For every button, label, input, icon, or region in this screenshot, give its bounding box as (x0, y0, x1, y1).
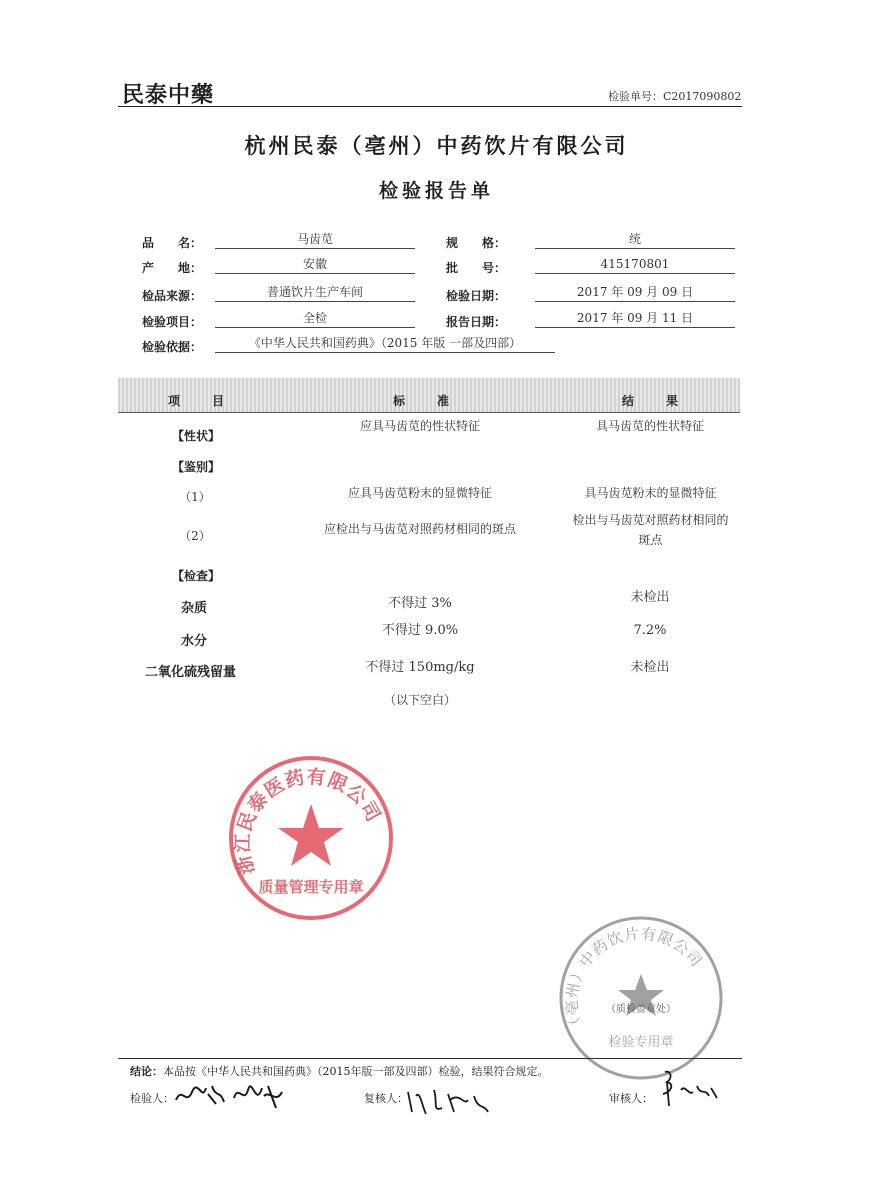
reviewer-label: 复核人： (364, 1092, 408, 1105)
ident1-standard: 应具马齿苋粉末的显微特征 (347, 486, 492, 500)
ident2-result-line1: 检出与马齿苋对照药材相同的 (572, 513, 729, 527)
product-value: 马齿苋 (215, 230, 415, 249)
conclusion-text: 本品按《中华人民共和国药典》（2015年版一部及四部）检验，结果符合规定。 (163, 1065, 549, 1078)
moisture-result: 7.2% (633, 623, 667, 638)
section-checks: 【检查】 (172, 569, 221, 583)
ident2-standard: 应检出与马齿苋对照药材相同的斑点 (323, 522, 516, 536)
red-seal-top-text: 浙江民泰医药有限公司 (231, 765, 385, 878)
gray-seal-center-text: （质检盖章处） (606, 1004, 676, 1015)
column-header-result: 结 果 (622, 394, 689, 408)
so2-label: 二氧化硫残留量 (145, 665, 237, 680)
header-divider (118, 106, 742, 107)
brand-logo: 民泰中藥 (122, 82, 215, 108)
conclusion-divider (118, 1058, 742, 1059)
gray-seal-bottom-text: 检验专用章 (608, 1035, 674, 1050)
so2-result: 未检出 (630, 660, 670, 675)
impurity-standard: 不得过 3% (388, 596, 452, 611)
traits-standard: 应具马齿苋的性状特征 (359, 419, 480, 433)
source-label: 检品来源： (142, 289, 203, 303)
impurity-label: 杂质 (181, 601, 208, 616)
reviewer-signature (404, 1082, 494, 1122)
inspector-signature (172, 1078, 292, 1114)
gray-seal-top-text: （亳州）中药饮片有限公司 (562, 924, 706, 1035)
quality-management-red-seal (225, 752, 397, 924)
inspect-date-value: 2017 年 09 月 09 日 (535, 283, 735, 302)
red-seal-star-icon (278, 804, 344, 866)
section-identification: 【鉴别】 (172, 460, 221, 474)
approver-label: 审核人： (609, 1092, 653, 1105)
report-title: 检验报告单 (378, 180, 494, 202)
section-traits: 【性状】 (172, 429, 221, 443)
batch-label: 批 号： (446, 261, 507, 275)
so2-standard: 不得过 150mg/kg (365, 660, 475, 675)
inspector-label: 检验人： (130, 1092, 174, 1105)
basis-label: 检验依据： (142, 340, 203, 354)
impurity-result: 未检出 (630, 590, 670, 605)
batch-value: 415170801 (535, 255, 735, 274)
moisture-standard: 不得过 9.0% (381, 623, 459, 638)
spec-value: 统 (535, 230, 735, 249)
ident1-result: 具马齿苋粉末的显微特征 (584, 486, 717, 500)
conclusion-label: 结论： (130, 1065, 163, 1078)
red-seal-bottom-text: 质量管理专用章 (258, 878, 364, 896)
company-name: 杭州民泰（亳州）中药饮片有限公司 (244, 133, 629, 158)
item-label: 检验项目： (142, 315, 203, 329)
ident1-label: （1） (179, 490, 211, 504)
product-label: 品 名： (142, 236, 203, 250)
ident2-label: （2） (179, 529, 211, 543)
report-date-value: 2017 年 09 月 11 日 (535, 309, 735, 328)
spec-label: 规 格： (446, 236, 507, 250)
item-value: 全检 (215, 309, 415, 328)
basis-value: 《中华人民共和国药典》（2015 年版 一部及四部） (215, 334, 555, 353)
origin-label: 产 地： (142, 261, 203, 275)
moisture-label: 水分 (181, 634, 208, 649)
document-number: 检验单号：C2017090802 (608, 90, 742, 103)
column-header-item: 项 目 (168, 394, 235, 408)
ident2-result-line2: 斑点 (638, 533, 663, 547)
origin-value: 安徽 (215, 255, 415, 274)
conclusion (130, 1063, 549, 1079)
inspect-date-label: 检验日期： (446, 289, 507, 303)
approver-signature (645, 1066, 725, 1110)
column-header-standard: 标 准 (393, 394, 460, 408)
traits-result: 具马齿苋的性状特征 (595, 419, 704, 433)
blank-note: （以下空白） (383, 693, 456, 707)
report-date-label: 报告日期： (446, 315, 507, 329)
source-value: 普通饮片生产车间 (215, 283, 415, 302)
